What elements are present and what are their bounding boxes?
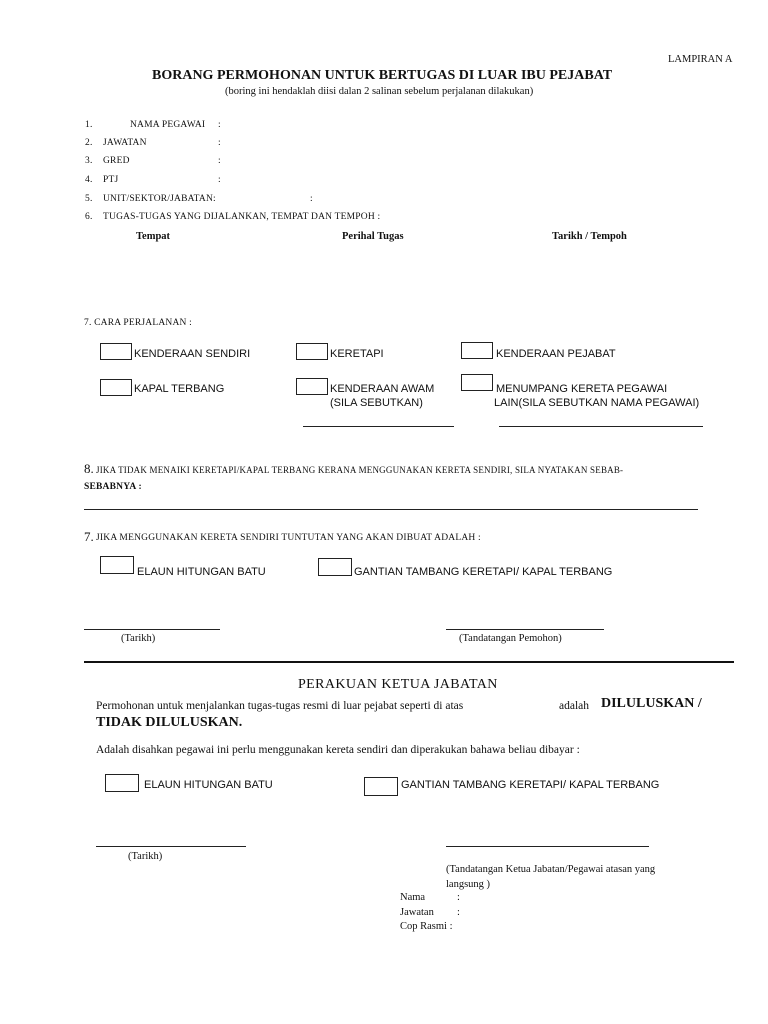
checkbox-keretapi[interactable] (296, 343, 328, 360)
applicant-signature-line[interactable] (446, 629, 604, 630)
field-colon: : (218, 120, 221, 130)
checkbox-kenderaan-pejabat[interactable] (461, 342, 493, 359)
checkbox-claim-elaun[interactable] (100, 556, 134, 574)
certification-diluluskan: DILULUSKAN / (601, 696, 702, 711)
cert-jawatan-colon: : (457, 907, 460, 918)
field-label-tugas: TUGAS-TUGAS YANG DIJALANKAN, TEMPAT DAN TEMPOH : (103, 212, 381, 222)
reason-num: 8. (84, 461, 94, 476)
field-label-gred: GRED (103, 156, 130, 166)
checkbox-menumpang[interactable] (461, 374, 493, 391)
field-num: 3. (85, 156, 93, 166)
field-label-jawatan: JAWATAN (103, 138, 147, 148)
claim-num: 7. (84, 529, 94, 544)
checkbox-claim-gantian[interactable] (318, 558, 352, 576)
cert-date-line[interactable] (96, 846, 246, 847)
cert-tandatangan-2: langsung ) (446, 879, 491, 890)
checkbox-cert-gantian[interactable] (364, 777, 398, 796)
applicant-tandatangan: (Tandatangan Pemohon) (459, 633, 562, 644)
claim-text: JIKA MENGGUNAKAN KERETA SENDIRI TUNTUTAN YANG AKAN DIBUAT ADALAH : (96, 533, 481, 543)
checkbox-kapal-terbang[interactable] (100, 379, 132, 396)
cert-nama-colon: : (457, 892, 460, 903)
cert-option-gantian: GANTIAN TAMBANG KERETAPI/ KAPAL TERBANG (401, 779, 660, 791)
reason-text: JIKA TIDAK MENAIKI KERETAPI/KAPAL TERBANG KERANA MENGGUNAKAN KERETA SENDIRI, SILA NYATAKAN SEBAB- (96, 465, 624, 475)
certification-adalah: adalah (559, 700, 590, 712)
cert-cop-rasmi: Cop Rasmi : (400, 921, 453, 932)
claim-option-elaun: ELAUN HITUNGAN BATU (137, 566, 266, 578)
certification-line2: Adalah disahkan pegawai ini perlu menggunakan kereta sendiri dan diperakukan bahawa beliau dibayar : (96, 744, 580, 756)
lampiran-label: LAMPIRAN A (668, 54, 733, 65)
col-perihal-tugas: Perihal Tugas (342, 231, 404, 242)
field-num: 4. (85, 175, 93, 185)
field-num: 2. (85, 138, 93, 148)
checkbox-kenderaan-sendiri[interactable] (100, 343, 132, 360)
col-tarikh-tempoh: Tarikh / Tempoh (552, 231, 627, 242)
cert-nama-label: Nama (400, 892, 426, 903)
cert-jawatan-label: Jawatan (400, 907, 434, 918)
field-label-unit: UNIT/SEKTOR/JABATAN: (103, 194, 216, 204)
field-num: 5. (85, 194, 93, 204)
option-keretapi: KERETAPI (330, 348, 384, 360)
field-colon: : (218, 138, 221, 148)
checkbox-cert-elaun[interactable] (105, 774, 139, 792)
field-colon: : (218, 175, 221, 185)
kenderaan-awam-line[interactable] (303, 426, 454, 427)
field-num: 6. (85, 212, 93, 222)
option-kapal-terbang: KAPAL TERBANG (134, 383, 225, 395)
option-kenderaan-awam-note: (SILA SEBUTKAN) (330, 397, 423, 409)
field-label-ptj: PTJ (103, 175, 119, 185)
field-label-nama: NAMA PEGAWAI (130, 120, 206, 130)
field-num: 1. (85, 120, 93, 130)
option-kenderaan-pejabat: KENDERAAN PEJABAT (496, 348, 616, 360)
section-divider (84, 661, 734, 663)
col-tempat: Tempat (136, 231, 171, 242)
claim-option-gantian: GANTIAN TAMBANG KERETAPI/ KAPAL TERBANG (354, 566, 613, 578)
travel-heading: 7. CARA PERJALANAN : (84, 318, 192, 328)
form-title: BORANG PERMOHONAN UNTUK BERTUGAS DI LUAR IBU PEJABAT (152, 68, 613, 83)
certification-title: PERAKUAN KETUA JABATAN (298, 677, 498, 692)
option-menumpang: MENUMPANG KERETA PEGAWAI (496, 383, 668, 395)
option-kenderaan-awam: KENDERAAN AWAM (330, 383, 435, 395)
field-colon: : (310, 194, 313, 204)
option-menumpang-note: LAIN(SILA SEBUTKAN NAMA PEGAWAI) (494, 397, 700, 409)
cert-option-elaun: ELAUN HITUNGAN BATU (144, 779, 273, 791)
applicant-tarikh: (Tarikh) (121, 633, 156, 644)
field-colon: : (218, 156, 221, 166)
certification-line1: Permohonan untuk menjalankan tugas-tugas resmi di luar pejabat seperti di atas (96, 700, 464, 712)
cert-signature-line[interactable] (446, 846, 649, 847)
checkbox-kenderaan-awam[interactable] (296, 378, 328, 395)
reason-text-2: SEBABNYA : (84, 482, 142, 492)
applicant-date-line[interactable] (84, 629, 220, 630)
option-kenderaan-sendiri: KENDERAAN SENDIRI (134, 348, 251, 360)
reason-line[interactable] (84, 509, 698, 510)
cert-tandatangan-1: (Tandatangan Ketua Jabatan/Pegawai atasan yang (446, 864, 656, 875)
certification-tidak-diluluskan: TIDAK DILULUSKAN. (96, 715, 243, 730)
cert-tarikh: (Tarikh) (128, 851, 163, 862)
nama-pegawai-line[interactable] (499, 426, 703, 427)
form-subtitle: (boring ini hendaklah diisi dalan 2 salinan sebelum perjalanan dilakukan) (225, 86, 534, 97)
